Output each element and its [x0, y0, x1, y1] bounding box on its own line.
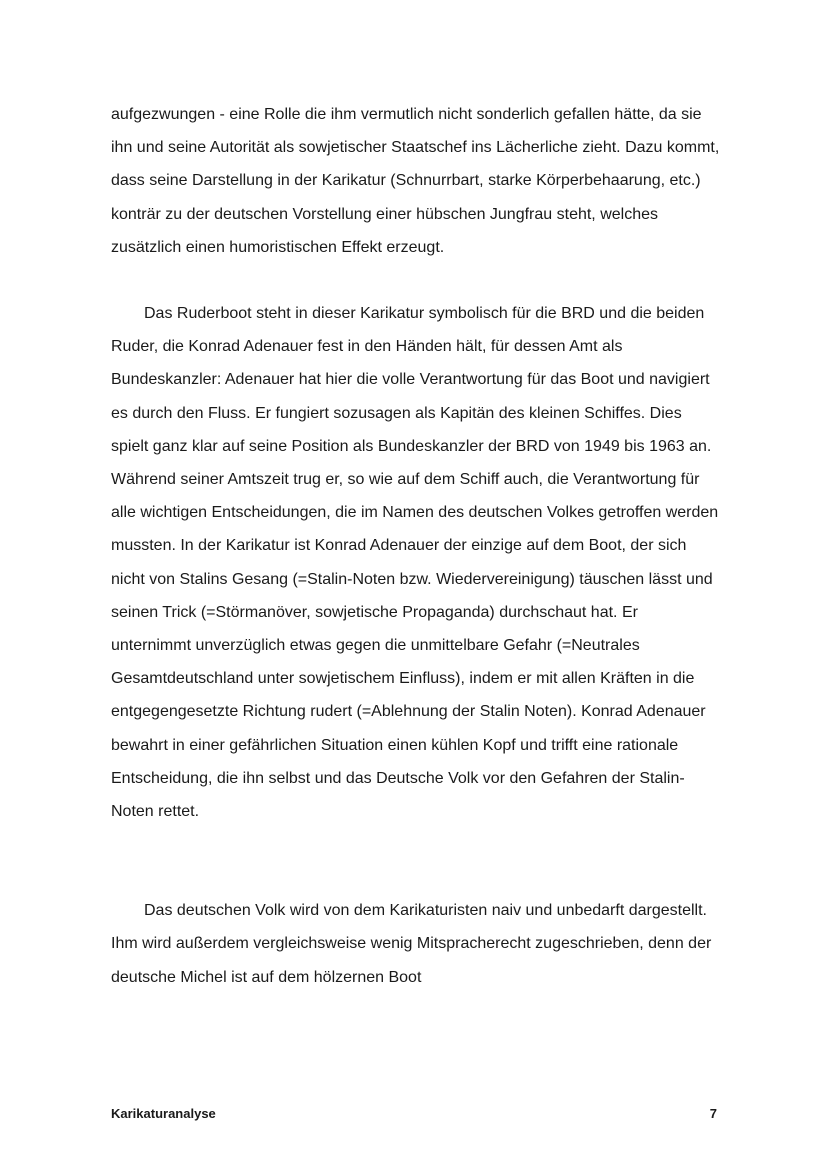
page-number: 7 [709, 1106, 717, 1121]
footer-title: Karikaturanalyse [111, 1106, 216, 1121]
paragraph-3: Das deutschen Volk wird von dem Karikaturisten naiv und unbedarft dargestellt. Ihm wird außerdem vergleichsweise wenig Mitspracherecht zugeschrieben, denn der deutsche Michel ist auf dem hölzernen Boot [111, 902, 712, 986]
paragraph-spacer [111, 828, 721, 894]
paragraph-spacer [111, 264, 721, 297]
page-footer [111, 1106, 717, 1121]
document-body [111, 98, 721, 994]
paragraph-1: aufgezwungen - eine Rolle die ihm vermutlich nicht sonderlich gefallen hätte, da sie ihn und seine Autorität als sowjetischer Staatschef ins Lächerliche zieht. Dazu kommt, dass seine Darstellung in der Karikatur (Schnurrbart, starke Körperbehaarung, etc.) konträr zu der deutschen Vorstellung einer hübschen Jungfrau steht, welches zusätzlich einen humoristischen Effekt erzeugt. [111, 106, 720, 256]
paragraph-2: Das Ruderboot steht in dieser Karikatur symbolisch für die BRD und die beiden Ruder, die Konrad Adenauer fest in den Händen hält, für dessen Amt als Bundeskanzler: Adenauer hat hier die volle Verantwortung für das Boot und navigiert es durch den Fluss. Er fungiert sozusagen als Kapitän des kleinen Schiffes. Dies spielt ganz klar auf seine Position als Bundeskanzler der BRD von 1949 bis 1963 an. Während seiner Amtszeit trug er, so wie auf dem Schiff auch, die Verantwortung für alle wichtigen Entscheidungen, die im Namen des deutschen Volkes getroffen werden mussten. In der Karikatur ist Konrad Adenauer der einzige auf dem Boot, der sich nicht von Stalins Gesang (=Stalin-Noten bzw. Wiedervereinigung) täuschen lässt und seinen Trick (=Störmanöver, sowjetische Propaganda) durchschaut hat. Er unternimmt unverzüglich etwas gegen die unmittelbare Gefahr (=Neutrales Gesamtdeutschland unter sowjetischem Einfluss), indem er mit allen Kräften in die entgegengesetzte Richtung rudert (=Ablehnung der Stalin Noten). Konrad Adenauer bewahrt in einer gefährlichen Situation einen kühlen Kopf und trifft eine rationale Entscheidung, die ihn selbst und das Deutsche Volk vor den Gefahren der Stalin-Noten rettet. [111, 305, 719, 821]
